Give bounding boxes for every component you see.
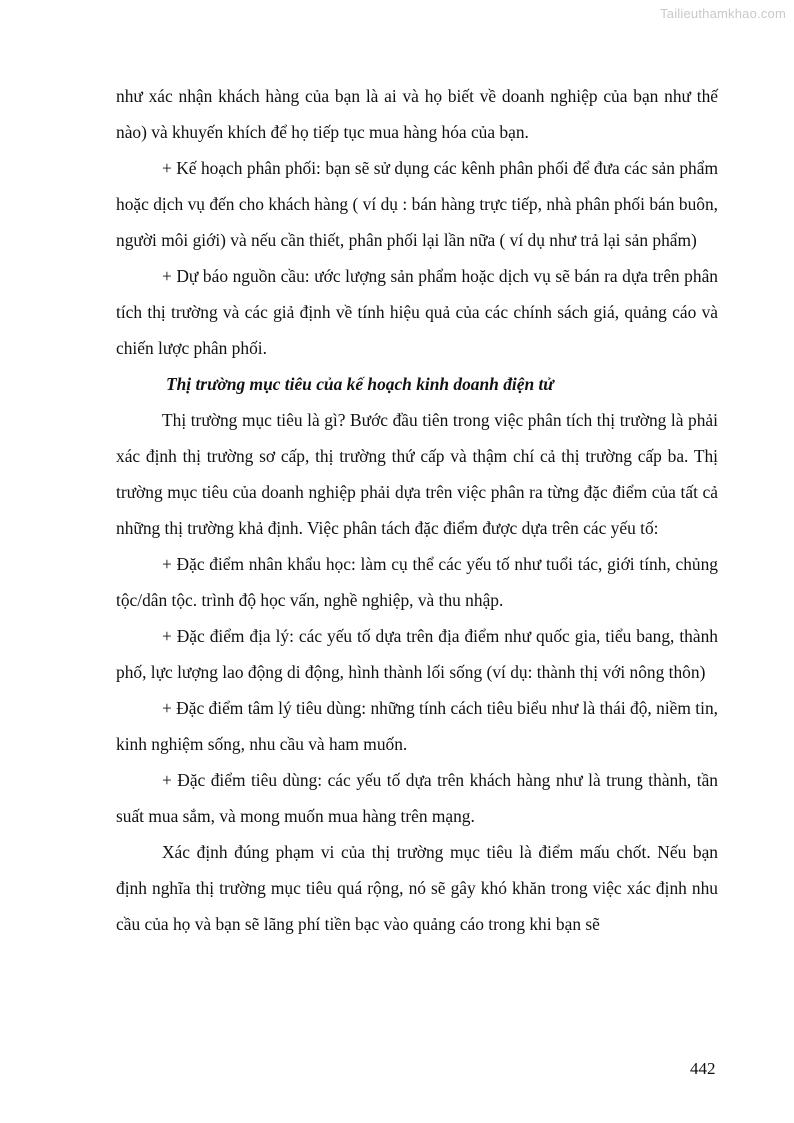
page-number: 442 — [690, 1059, 716, 1078]
paragraph-target-market: Thị trường mục tiêu là gì? Bước đầu tiên trong việc phân tích thị trường là phải xác định thị trường sơ cấp, thị trường thứ cấp và thậm chí cả thị trường cấp ba. Thị trường mục tiêu của doanh nghiệp phải dựa trên việc phân ra từng đặc điểm của tất cả những thị trường khả định. Việc phân tách đặc điểm được dựa trên các yếu tố: — [116, 410, 718, 538]
paragraph-geographic: + Đặc điểm địa lý: các yếu tố dựa trên địa điểm như quốc gia, tiểu bang, thành phố, lực lượng lao động di động, hình thành lối sống (ví dụ: thành thị với nông thôn) — [116, 626, 718, 682]
section-heading: Thị trường mục tiêu của kế hoạch kinh doanh điện tử — [166, 374, 554, 394]
document-body — [116, 78, 718, 942]
paragraph-demographic: + Đặc điểm nhân khẩu học: làm cụ thể các yếu tố như tuổi tác, giới tính, chủng tộc/dân tộc. trình độ học vấn, nghề nghiệp, và thu nhập. — [116, 554, 718, 610]
paragraph-behavioral: + Đặc điểm tiêu dùng: các yếu tố dựa trên khách hàng như là trung thành, tần suất mua sắm, và mong muốn mua hàng trên mạng. — [116, 770, 718, 826]
paragraph-scope: Xác định đúng phạm vi của thị trường mục tiêu là điểm mấu chốt. Nếu bạn định nghĩa thị trường mục tiêu quá rộng, nó sẽ gây khó khăn trong việc xác định nhu cầu của họ và bạn sẽ lãng phí tiền bạc vào quảng cáo trong khi bạn sẽ — [116, 842, 718, 934]
paragraph-psychographic: + Đặc điểm tâm lý tiêu dùng: những tính cách tiêu biểu như là thái độ, niềm tin, kinh nghiệm sống, nhu cầu và ham muốn. — [116, 698, 718, 754]
paragraph-demand-forecast: + Dự báo nguồn cầu: ước lượng sản phẩm hoặc dịch vụ sẽ bán ra dựa trên phân tích thị trường và các giả định về tính hiệu quả của các chính sách giá, quảng cáo và chiến lược phân phối. — [116, 266, 718, 358]
paragraph-continuation: như xác nhận khách hàng của bạn là ai và họ biết về doanh nghiệp của bạn như thế nào) và khuyến khích để họ tiếp tục mua hàng hóa của bạn. — [116, 86, 718, 142]
paragraph-distribution-plan: + Kế hoạch phân phối: bạn sẽ sử dụng các kênh phân phối để đưa các sản phẩm hoặc dịch vụ đến cho khách hàng ( ví dụ : bán hàng trực tiếp, nhà phân phối bán buôn, người môi giới) và nếu cần thiết, phân phối lại lần nữa ( ví dụ như trả lại sản phẩm) — [116, 158, 718, 250]
watermark-text: Tailieuthamkhao.com — [660, 6, 786, 21]
